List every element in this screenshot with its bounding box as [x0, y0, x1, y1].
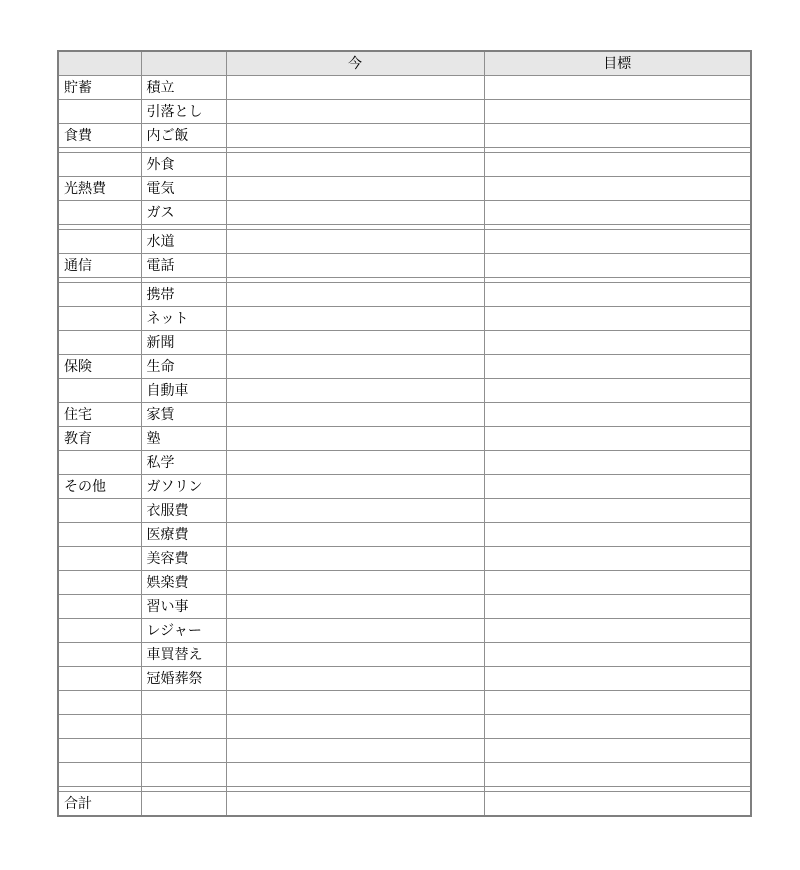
- item-cell: [141, 763, 226, 787]
- goal-value-cell[interactable]: [484, 667, 751, 691]
- category-cell: [58, 499, 141, 523]
- goal-value-cell[interactable]: [484, 427, 751, 451]
- table-row: [58, 499, 751, 523]
- now-value-cell[interactable]: [226, 619, 484, 643]
- goal-value-cell[interactable]: [484, 307, 751, 331]
- table-row: [58, 230, 751, 254]
- item-cell: 携帯: [141, 283, 226, 307]
- category-cell: [58, 739, 141, 763]
- now-value-cell[interactable]: [226, 451, 484, 475]
- goal-value-cell[interactable]: [484, 177, 751, 201]
- category-cell: [58, 331, 141, 355]
- now-value-cell[interactable]: [226, 355, 484, 379]
- category-cell: [58, 715, 141, 739]
- item-cell: 習い事: [141, 595, 226, 619]
- header-category-cell: [58, 51, 141, 76]
- table-row: [58, 643, 751, 667]
- table-row: [58, 691, 751, 715]
- goal-value-cell[interactable]: [484, 355, 751, 379]
- budget-grid: [57, 50, 752, 817]
- item-cell: ガス: [141, 201, 226, 225]
- now-value-cell[interactable]: [226, 124, 484, 148]
- category-cell: その他: [58, 475, 141, 499]
- goal-value-cell[interactable]: [484, 792, 751, 817]
- now-value-cell[interactable]: [226, 403, 484, 427]
- category-cell: 保険: [58, 355, 141, 379]
- item-cell: [141, 739, 226, 763]
- header-now-cell: 今: [226, 51, 484, 76]
- now-value-cell[interactable]: [226, 427, 484, 451]
- header-goal-cell: 目標: [484, 51, 751, 76]
- table-row: [58, 403, 751, 427]
- goal-value-cell[interactable]: [484, 76, 751, 100]
- goal-value-cell[interactable]: [484, 595, 751, 619]
- table-row: [58, 792, 751, 817]
- category-cell: [58, 153, 141, 177]
- category-cell: [58, 379, 141, 403]
- header-row: [58, 51, 751, 76]
- table-row: [58, 307, 751, 331]
- now-value-cell[interactable]: [226, 667, 484, 691]
- table-row: [58, 331, 751, 355]
- goal-value-cell[interactable]: [484, 124, 751, 148]
- item-cell: [141, 715, 226, 739]
- now-value-cell[interactable]: [226, 691, 484, 715]
- goal-value-cell[interactable]: [484, 499, 751, 523]
- category-cell: [58, 643, 141, 667]
- category-cell: [58, 100, 141, 124]
- now-value-cell[interactable]: [226, 100, 484, 124]
- table-row: [58, 254, 751, 278]
- now-value-cell[interactable]: [226, 307, 484, 331]
- table-row: [58, 667, 751, 691]
- table-row: [58, 427, 751, 451]
- goal-value-cell[interactable]: [484, 571, 751, 595]
- now-value-cell[interactable]: [226, 499, 484, 523]
- item-cell: 娯楽費: [141, 571, 226, 595]
- now-value-cell[interactable]: [226, 76, 484, 100]
- item-cell: 外食: [141, 153, 226, 177]
- category-cell: 食費: [58, 124, 141, 148]
- goal-value-cell[interactable]: [484, 379, 751, 403]
- header-item-cell: [141, 51, 226, 76]
- category-cell: [58, 307, 141, 331]
- now-value-cell[interactable]: [226, 643, 484, 667]
- category-cell: 光熱費: [58, 177, 141, 201]
- category-cell: [58, 691, 141, 715]
- table-row: [58, 451, 751, 475]
- table-row: [58, 379, 751, 403]
- table-row: [58, 523, 751, 547]
- item-cell: 美容費: [141, 547, 226, 571]
- goal-value-cell[interactable]: [484, 403, 751, 427]
- now-value-cell[interactable]: [226, 739, 484, 763]
- table-row: [58, 571, 751, 595]
- item-cell: 私学: [141, 451, 226, 475]
- item-cell: 衣服費: [141, 499, 226, 523]
- category-cell: 合計: [58, 792, 141, 817]
- goal-value-cell[interactable]: [484, 619, 751, 643]
- category-cell: 貯蓄: [58, 76, 141, 100]
- item-cell: [141, 691, 226, 715]
- category-cell: [58, 201, 141, 225]
- now-value-cell[interactable]: [226, 475, 484, 499]
- goal-value-cell[interactable]: [484, 475, 751, 499]
- now-value-cell[interactable]: [226, 254, 484, 278]
- table-row: [58, 201, 751, 225]
- table-row: [58, 355, 751, 379]
- category-cell: 住宅: [58, 403, 141, 427]
- item-cell: ネット: [141, 307, 226, 331]
- item-cell: 生命: [141, 355, 226, 379]
- goal-value-cell[interactable]: [484, 643, 751, 667]
- goal-value-cell[interactable]: [484, 283, 751, 307]
- goal-value-cell[interactable]: [484, 739, 751, 763]
- now-value-cell[interactable]: [226, 595, 484, 619]
- item-cell: 水道: [141, 230, 226, 254]
- now-value-cell[interactable]: [226, 792, 484, 817]
- category-cell: [58, 451, 141, 475]
- now-value-cell[interactable]: [226, 523, 484, 547]
- goal-value-cell[interactable]: [484, 254, 751, 278]
- goal-value-cell[interactable]: [484, 230, 751, 254]
- table-row: [58, 763, 751, 787]
- category-cell: 通信: [58, 254, 141, 278]
- category-cell: [58, 523, 141, 547]
- table-row: [58, 739, 751, 763]
- now-value-cell[interactable]: [226, 379, 484, 403]
- item-cell: 医療費: [141, 523, 226, 547]
- now-value-cell[interactable]: [226, 177, 484, 201]
- item-cell: レジャー: [141, 619, 226, 643]
- item-cell: 電話: [141, 254, 226, 278]
- table-row: [58, 715, 751, 739]
- category-cell: [58, 230, 141, 254]
- goal-value-cell[interactable]: [484, 153, 751, 177]
- item-cell: 車買替え: [141, 643, 226, 667]
- item-cell: 新聞: [141, 331, 226, 355]
- item-cell: 冠婚葬祭: [141, 667, 226, 691]
- category-cell: [58, 547, 141, 571]
- item-cell: 積立: [141, 76, 226, 100]
- item-cell: 塾: [141, 427, 226, 451]
- category-cell: [58, 763, 141, 787]
- budget-table: [57, 50, 752, 817]
- goal-value-cell[interactable]: [484, 331, 751, 355]
- goal-value-cell[interactable]: [484, 100, 751, 124]
- item-cell: [141, 792, 226, 817]
- table-row: [58, 619, 751, 643]
- table-row: [58, 124, 751, 148]
- table-row: [58, 595, 751, 619]
- now-value-cell[interactable]: [226, 547, 484, 571]
- item-cell: 内ご飯: [141, 124, 226, 148]
- now-value-cell[interactable]: [226, 571, 484, 595]
- table-row: [58, 76, 751, 100]
- category-cell: [58, 619, 141, 643]
- now-value-cell[interactable]: [226, 331, 484, 355]
- table-row: [58, 547, 751, 571]
- table-row: [58, 283, 751, 307]
- item-cell: 電気: [141, 177, 226, 201]
- category-cell: [58, 283, 141, 307]
- now-value-cell[interactable]: [226, 283, 484, 307]
- item-cell: 自動車: [141, 379, 226, 403]
- table-body: [58, 76, 751, 817]
- table-row: [58, 177, 751, 201]
- category-cell: [58, 667, 141, 691]
- table-row: [58, 100, 751, 124]
- goal-value-cell[interactable]: [484, 691, 751, 715]
- now-value-cell[interactable]: [226, 715, 484, 739]
- item-cell: 引落とし: [141, 100, 226, 124]
- goal-value-cell[interactable]: [484, 715, 751, 739]
- now-value-cell[interactable]: [226, 201, 484, 225]
- goal-value-cell[interactable]: [484, 451, 751, 475]
- table-row: [58, 153, 751, 177]
- goal-value-cell[interactable]: [484, 201, 751, 225]
- goal-value-cell[interactable]: [484, 523, 751, 547]
- category-cell: [58, 595, 141, 619]
- item-cell: 家賃: [141, 403, 226, 427]
- category-cell: 教育: [58, 427, 141, 451]
- table-row: [58, 475, 751, 499]
- goal-value-cell[interactable]: [484, 763, 751, 787]
- category-cell: [58, 571, 141, 595]
- now-value-cell[interactable]: [226, 153, 484, 177]
- now-value-cell[interactable]: [226, 763, 484, 787]
- goal-value-cell[interactable]: [484, 547, 751, 571]
- item-cell: ガソリン: [141, 475, 226, 499]
- now-value-cell[interactable]: [226, 230, 484, 254]
